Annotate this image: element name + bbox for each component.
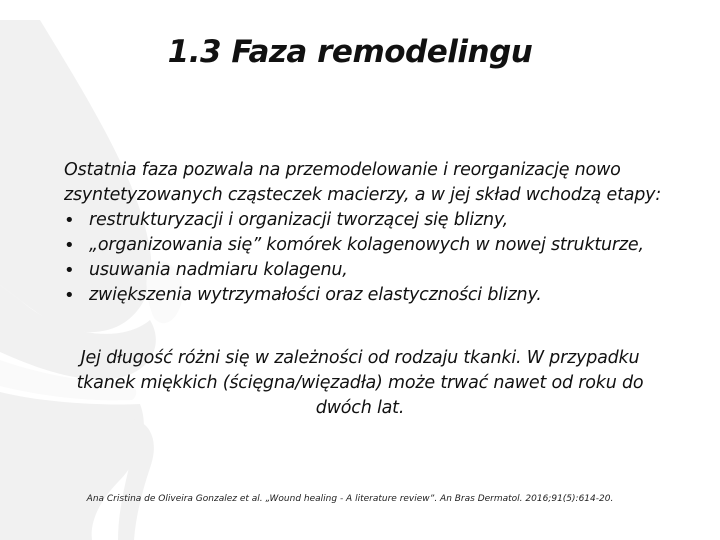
bullet-text: usuwania nadmiaru kolagenu,: [89, 260, 348, 280]
citation: Ana Cristina de Oliveira Gonzalez et al. „Wound healing - A literature review”. An Bras Dermatol. 2016;91(5):614-20.: [86, 494, 614, 504]
bullet-dot-icon: •: [64, 235, 75, 256]
duration-note: Jej długość różni się w zależności od rodzaju tkanki. W przypadku tkanek miękkich (ścięgna/więzadła) może trwać nawet od roku do dwóch lat.: [76, 348, 644, 418]
slide-body: [64, 158, 684, 308]
bullet-text: „organizowania się” komórek kolagenowych w nowej strukturze,: [89, 235, 644, 255]
bullet-item: [64, 208, 684, 233]
bullet-item: [64, 283, 684, 308]
bullet-text: zwiększenia wytrzymałości oraz elastyczności blizny.: [89, 285, 542, 305]
slide-title: 1.3 Faza remodelingu: [167, 34, 533, 70]
bullet-item: [64, 233, 684, 258]
bullet-dot-icon: •: [64, 210, 75, 231]
bullet-dot-icon: •: [64, 285, 75, 306]
intro-paragraph: Ostatnia faza pozwala na przemodelowanie i reorganizację nowo zsyntetyzowanych cząsteczek macierzy, a w jej skład wchodzą etapy:: [64, 160, 662, 205]
bullet-dot-icon: •: [64, 260, 75, 281]
bullet-item: [64, 258, 684, 283]
bullet-list: [64, 208, 684, 308]
bullet-text: restrukturyzacji i organizacji tworzącej się blizny,: [89, 210, 508, 230]
